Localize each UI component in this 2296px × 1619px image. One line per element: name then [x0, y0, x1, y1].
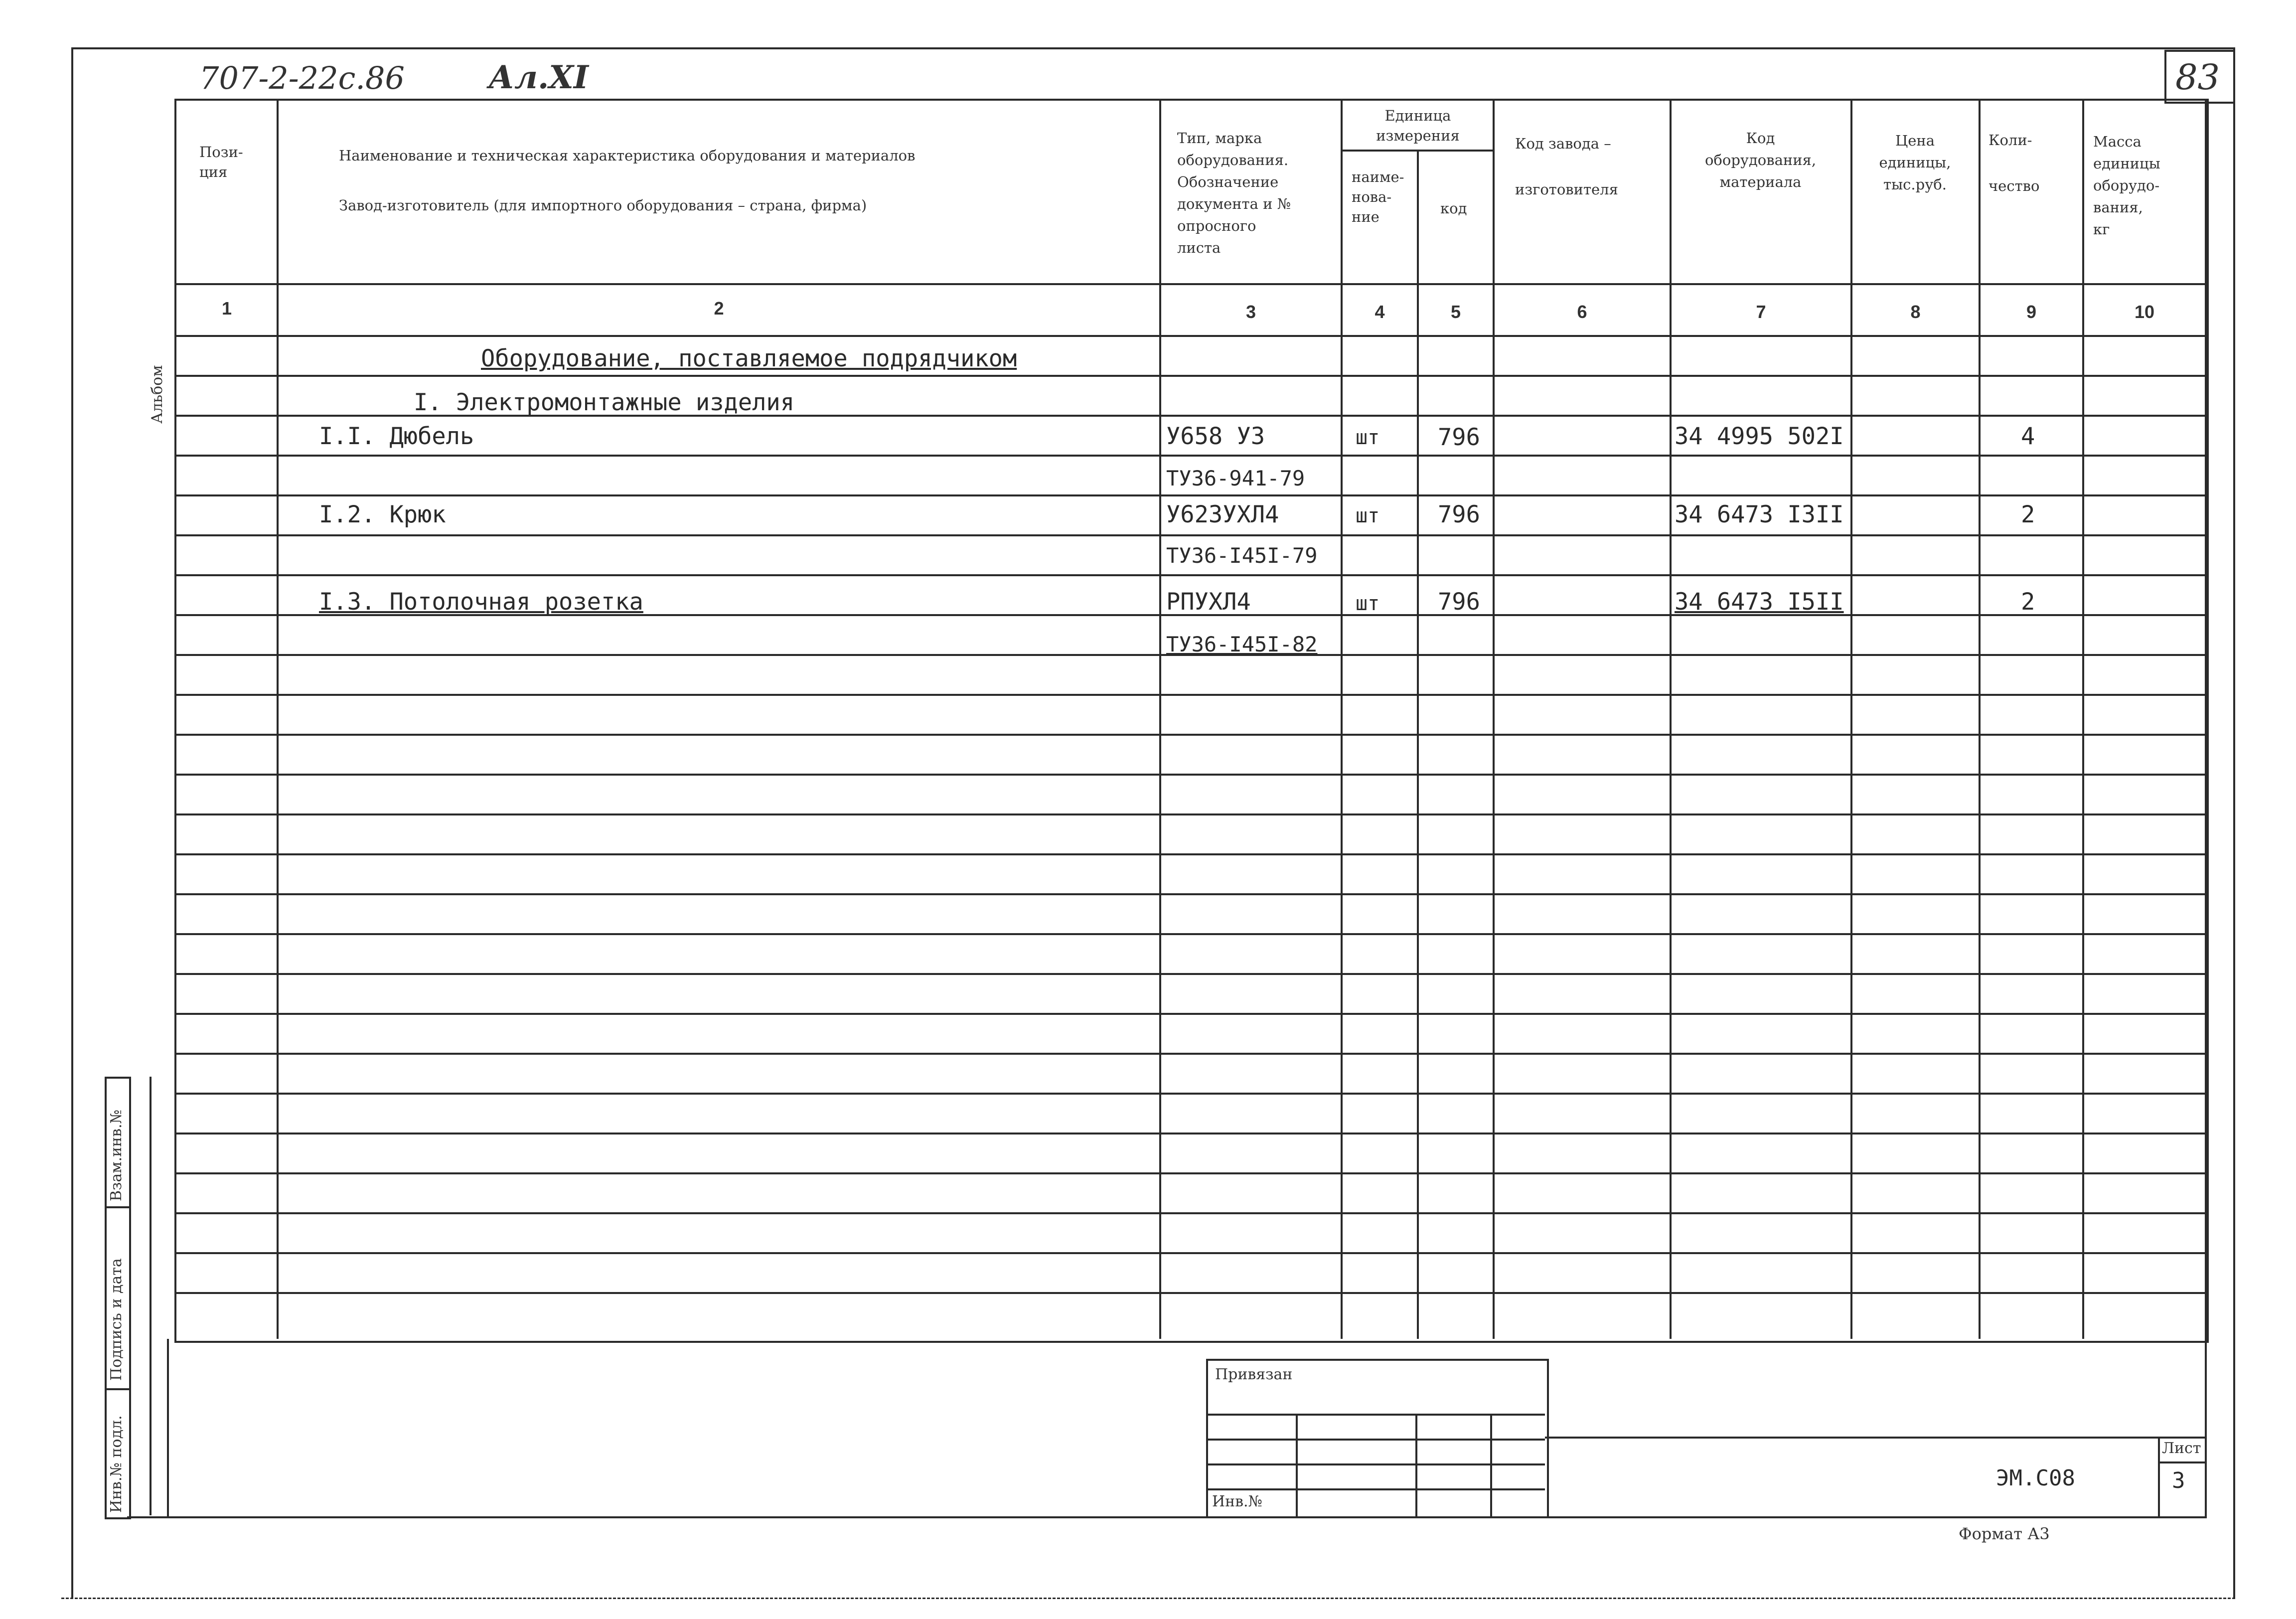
colnum-4: 4 — [1375, 302, 1385, 322]
row-line — [174, 1093, 2207, 1095]
format-label: Формат А3 — [1959, 1524, 2050, 1543]
col-9-header: Коли- чество — [1989, 132, 2040, 194]
item-3-name: I.3. Потолочная розетка — [319, 588, 643, 616]
row-line — [174, 375, 2207, 377]
colnum-1: 1 — [221, 298, 232, 319]
bound-stamp-line — [1206, 1414, 1545, 1416]
row-line — [174, 734, 2207, 736]
project-code: 707-2-22с.86 — [199, 60, 405, 96]
row-line — [174, 774, 2207, 776]
header-bottom-line — [174, 283, 2207, 285]
col-2-header-a: Наименование и техническая характеристика оборудования и материалов — [339, 147, 916, 164]
row-line — [174, 1013, 2207, 1015]
sheet-label: Лист — [2162, 1440, 2201, 1457]
lower-frame-left — [167, 1339, 169, 1518]
side-sign-date: Подпись и дата — [108, 1258, 125, 1381]
row-line — [174, 455, 2207, 457]
colnum-6: 6 — [1577, 302, 1587, 322]
side-replace-inv: Взам.инв.№ — [108, 1110, 125, 1201]
subsection-title: I. Электромонтажные изделия — [414, 389, 795, 416]
side-inv-no: Инв.№ подл. — [108, 1415, 125, 1513]
col-line-8 — [1979, 99, 1981, 1339]
col-line-5 — [1493, 99, 1495, 1339]
bound-stamp-line — [1206, 1488, 1545, 1490]
col-8-header: Цена единицы, тыс.руб. — [1879, 132, 1951, 193]
col-line-2 — [1159, 99, 1161, 1339]
item-2-name: I.2. Крюк — [319, 501, 446, 528]
item-2-unit: шт — [1356, 504, 1380, 527]
album-side-label: Альбом — [149, 365, 166, 424]
row-line — [174, 1252, 2207, 1254]
outer-frame-left — [71, 47, 73, 1598]
row-line — [174, 813, 2207, 815]
row-line — [174, 893, 2207, 895]
outer-frame-bottom — [61, 1598, 2235, 1599]
item-3-unit: шт — [1356, 592, 1380, 615]
col-2-header-b: Завод-изготовитель (для импортного оборудования – страна, фирма) — [339, 197, 867, 214]
item-3-qty: 2 — [2021, 588, 2035, 616]
item-3-type: РПУХЛ4 — [1166, 588, 1251, 616]
item-2-type: У623УХЛ4 — [1166, 501, 1279, 528]
item-1-doc: ТУ36-941-79 — [1166, 466, 1305, 490]
row-line — [174, 1292, 2207, 1294]
sheet-number: 3 — [2172, 1468, 2185, 1493]
item-3-code: 34 6473 I5II — [1675, 588, 1844, 616]
colnum-3: 3 — [1245, 302, 1256, 322]
col-line-4 — [1417, 150, 1419, 1339]
inv-label: Инв.№ — [1212, 1493, 1262, 1510]
colnum-10: 10 — [2134, 302, 2155, 322]
item-2-code: 34 6473 I3II — [1675, 501, 1844, 528]
outer-frame-right — [2233, 47, 2235, 1598]
colnum-2: 2 — [714, 298, 724, 319]
bound-stamp-col — [1296, 1414, 1298, 1516]
lower-frame-bottom — [127, 1516, 2207, 1518]
item-1-unit: шт — [1356, 426, 1380, 449]
colnum-9: 9 — [2026, 302, 2037, 322]
page-number: 83 — [2175, 57, 2220, 98]
col-6-header: Код завода – изготовителя — [1515, 135, 1618, 198]
row-line — [174, 494, 2207, 496]
row-line — [174, 694, 2207, 696]
item-1-code: 34 4995 502I — [1675, 423, 1844, 450]
row-line — [174, 933, 2207, 935]
col-line-9 — [2082, 99, 2084, 1339]
doc-code: ЭМ.С08 — [1996, 1465, 2075, 1491]
item-2-doc: ТУ36-I45I-79 — [1166, 543, 1318, 568]
bound-stamp-col — [1490, 1414, 1492, 1516]
sheet-divider — [2158, 1461, 2205, 1463]
col-line-7 — [1850, 99, 1852, 1339]
col-line-3 — [1341, 99, 1343, 1339]
bound-stamp-line — [1206, 1463, 1545, 1465]
item-3-doc: ТУ36-I45I-82 — [1166, 632, 1318, 656]
item-3-unit-code: 796 — [1438, 588, 1480, 616]
bound-stamp-col — [1415, 1414, 1417, 1516]
colnum-8: 8 — [1910, 302, 1921, 322]
row-line — [174, 973, 2207, 975]
item-2-unit-code: 796 — [1438, 501, 1480, 528]
row-line — [174, 574, 2207, 576]
item-1-type: У658 УЗ — [1166, 423, 1265, 450]
row-line — [174, 1212, 2207, 1214]
colnum-bottom-line — [174, 335, 2207, 337]
colnum-7: 7 — [1756, 302, 1766, 322]
col-4-header: наиме- нова- ние — [1352, 168, 1404, 225]
outer-frame-top — [71, 47, 2233, 49]
col-line-1 — [277, 99, 279, 1339]
row-line — [174, 1053, 2207, 1055]
side-stamp-divider — [105, 1206, 131, 1208]
section-title: Оборудование, поставляемое подрядчиком — [481, 345, 1017, 372]
col-45-header: Единица измерения — [1376, 107, 1460, 144]
col-line-6 — [1670, 99, 1672, 1339]
col-7-header: Код оборудования, материала — [1704, 130, 1817, 190]
bound-stamp-line — [1206, 1439, 1545, 1441]
side-stamp-line — [150, 1077, 152, 1515]
album-number: Ал.XI — [488, 59, 589, 96]
side-stamp-divider — [105, 1388, 131, 1390]
item-1-qty: 4 — [2021, 423, 2035, 450]
col-5-header: код — [1440, 200, 1467, 217]
row-line — [174, 1133, 2207, 1134]
row-line — [174, 853, 2207, 855]
title-block-line — [1545, 1437, 2207, 1439]
row-line — [174, 534, 2207, 536]
colnum-5: 5 — [1450, 302, 1461, 322]
col-3-header: Тип, марка оборудования. Обозначение документа и № опросного листа — [1177, 130, 1291, 256]
col-10-header: Масса единицы оборудо- вания, кг — [2093, 133, 2160, 238]
col-line-10 — [2205, 99, 2207, 1339]
page-number-box — [2164, 50, 2235, 104]
item-1-unit-code: 796 — [1438, 424, 1480, 451]
item-1-name: I.I. Дюбель — [319, 423, 474, 450]
table-frame — [174, 99, 2209, 1343]
item-2-qty: 2 — [2021, 501, 2035, 528]
bound-label: Привязан — [1215, 1366, 1293, 1383]
row-line — [174, 1172, 2207, 1174]
col-1-header: Пози- ция — [199, 144, 243, 180]
